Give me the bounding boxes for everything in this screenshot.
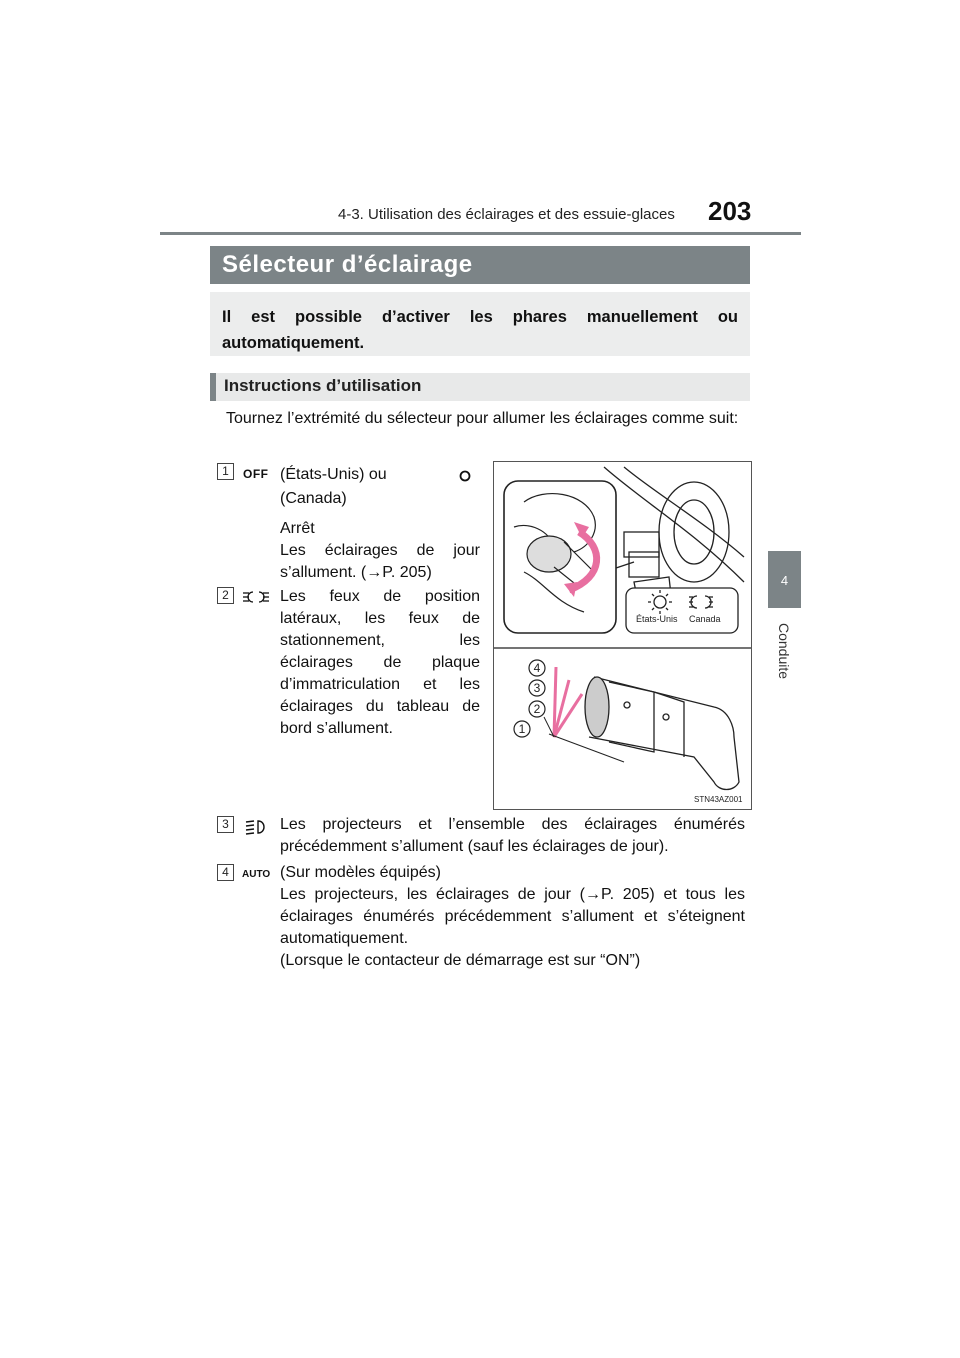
header-divider bbox=[160, 232, 801, 235]
off-icon: OFF bbox=[243, 467, 269, 481]
item-number-1: 1 bbox=[217, 463, 234, 480]
page-number: 203 bbox=[708, 196, 752, 226]
item-text-4 bbox=[280, 862, 745, 972]
item-number-2: 2 bbox=[217, 587, 234, 604]
section-heading bbox=[210, 246, 750, 284]
callout-3: 3 bbox=[533, 681, 541, 695]
running-header-title: 4-3. Utilisation des éclairages et des essuie-glaces bbox=[338, 206, 675, 223]
item-text-1 bbox=[280, 464, 480, 584]
subheading bbox=[210, 373, 750, 401]
subheading-text: Instructions d’utilisation bbox=[224, 376, 422, 395]
subheading-bar bbox=[210, 373, 216, 401]
figure-label-canada: Canada bbox=[689, 614, 721, 624]
item-4-line-2: Les projecteurs, les éclairages de jour (→P. 205) et tous les éclairages énumérés précédemment s’allument et s’éteignent automatiquement. bbox=[280, 886, 745, 947]
section-heading-text: Sélecteur d’éclairage bbox=[222, 251, 473, 278]
figure-label-us: États-Unis bbox=[636, 614, 678, 624]
item-text-3: Les projecteurs et l’ensemble des éclairages énumérés précédemment s’allument (sauf les éclairages de jour). bbox=[280, 816, 745, 855]
intro-text: Il est possible d’activer les phares manuellement ou automatiquement. bbox=[222, 308, 738, 352]
item-1-line-4: Les éclairages de jour s’allument. (→P. 205) bbox=[280, 542, 480, 581]
parking-lights-icon bbox=[242, 589, 270, 605]
auto-icon: AUTO bbox=[242, 869, 271, 880]
item-1-line-3: Arrêt bbox=[280, 520, 315, 537]
chapter-tab-label: Conduite bbox=[776, 622, 792, 680]
figure-code: STN43AZ001 bbox=[694, 795, 743, 804]
chapter-tab-number: 4 bbox=[780, 573, 789, 588]
item-4-line-1: (Sur modèles équipés) bbox=[280, 864, 441, 881]
instructions-text: Tournez l’extrémité du sélecteur pour allumer les éclairages comme suit: bbox=[226, 410, 739, 427]
item-4-line-3: (Lorsque le contacteur de démarrage est sur “ON”) bbox=[280, 952, 641, 969]
item-number-3: 3 bbox=[217, 816, 234, 833]
light-switch-illustration bbox=[494, 462, 751, 809]
light-switch-figure bbox=[493, 461, 752, 810]
item-1-line-2: (Canada) bbox=[280, 490, 347, 507]
daytime-light-off-icon bbox=[458, 469, 472, 483]
callout-4: 4 bbox=[533, 661, 541, 675]
callout-2: 2 bbox=[533, 702, 541, 716]
item-text-2: Les feux de position latéraux, les feux de stationnement, les éclairages de plaque d’immatriculation et les éclairages du tableau de bord s’allument. bbox=[280, 588, 480, 737]
item-1-line-1: (États-Unis) ou bbox=[280, 466, 387, 483]
headlight-icon bbox=[244, 818, 268, 836]
intro-box bbox=[210, 292, 750, 356]
callout-1: 1 bbox=[518, 722, 526, 736]
item-number-4: 4 bbox=[217, 864, 234, 881]
